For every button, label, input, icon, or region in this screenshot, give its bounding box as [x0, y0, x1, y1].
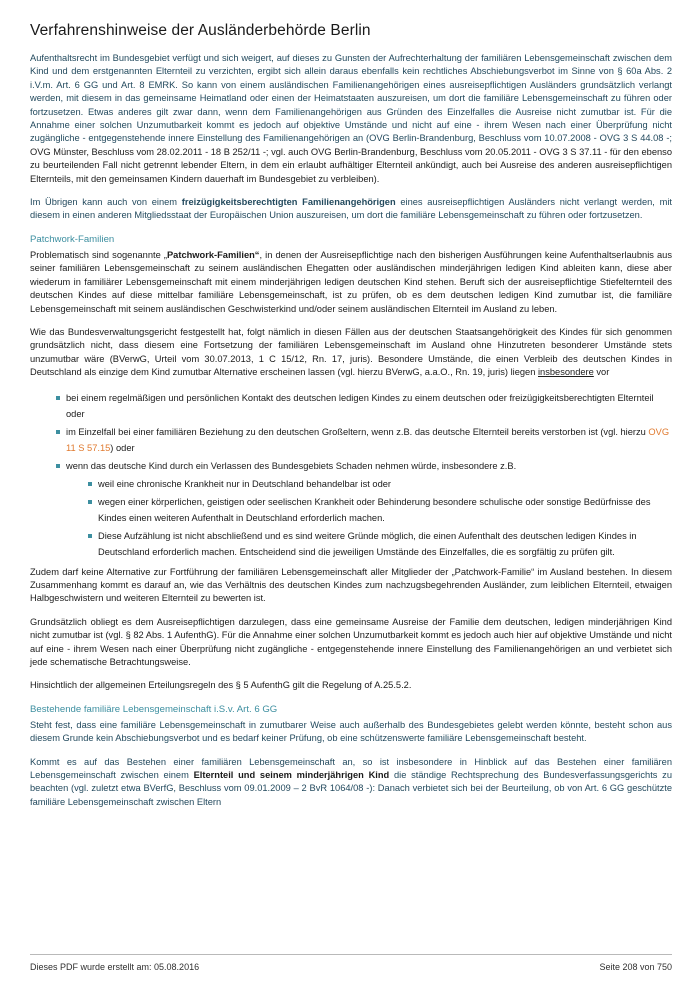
paragraph-bverwg-underline: insbesondere — [537, 367, 594, 378]
list-item-text-b: ) oder — [110, 442, 135, 453]
reference-link[interactable]: OVG 11 S 57.15 — [66, 426, 670, 453]
list-item-text-a: im Einzelfall bei einer familiären Beziehung zu den deutschen Großeltern, wenn z.B. das deutsche Elternteil bereits verstorben ist (vgl. hierzu — [66, 426, 649, 437]
list-item — [88, 494, 672, 526]
paragraph-patchwork-a: Problematisch sind sogenannte „ — [30, 249, 167, 260]
page-footer — [30, 954, 672, 972]
list-item — [56, 424, 672, 456]
paragraph-alternative: Zudem darf keine Alternative zur Fortführung der familiären Lebensgemeinschaft aller Mitglieder der „Patchwork-Familie“ im Ausland bestehen. In diesem Zusammenhang kommt es darauf an, wie das Verhältnis des deutschen Kindes zum nachzugsbegehrenden Ausländer, zum leiblichen Elternteil, etwaigen Halbgeschwistern und weiteren Elternteil zu bewerten ist. — [30, 566, 672, 604]
paragraph-bverfg-a: Kommt es auf das Bestehen einer familiären Lebensgemeinschaft an, so ist insbesondere in Hinblick auf das Bestehen einer familiären Lebensgemeinschaft zwischen einem — [30, 756, 672, 780]
paragraph-patchwork-bold: Patchwork-Familien“ — [166, 249, 260, 260]
paragraph-freizuegigkeit-a: Im Übrigen kann auch von einem — [30, 197, 182, 208]
list-item-text: bei einem regelmäßigen und persönlichen Kontakt des deutschen ledigen Kindes zu einem deutschen oder freizügigkeitsberechtigten Elternteil oder — [66, 392, 654, 419]
paragraph-bverwg — [30, 326, 672, 380]
paragraph-patchwork-b: , in denen der Ausreisepflichtige nach den bisherigen Ausführungen keine Aufenthaltserlaubnis aus seiner familiären Lebensgemeinschaft zu seinem ausländischen Ehegatten oder ausländischen minderjährigen ledigen Kind ableiten kann, diese aber wiederum in familiärer Lebensgemeinschaft mit einem minderjährigen ledigen deutschen Kind stehen. Beruft sich der ausreisepflichtige Stiefelternteil des deutschen Kindes auf diese mittelbar familiäre Lebensgemeinschaft, ist zu prüfen, ob es dem deutschen ledigen Kind zumutbar ist, die familiäre Lebensgemeinschaft mit seinem ausländischen Geschwisterkind und/oder seinem ausländischen Elternteil im Ausland zu leben. — [30, 249, 673, 314]
paragraph-patchwork — [30, 249, 672, 316]
page-title: Verfahrenshinweise der Ausländerbehörde Berlin — [30, 22, 371, 39]
paragraph-erteilungsregeln: Hinsichtlich der allgemeinen Erteilungsregeln des § 5 AufenthG gilt die Regelung of A.25.5.2. — [30, 680, 412, 691]
list-item — [88, 528, 672, 560]
footer-created-date: Dieses PDF wurde erstellt am: 05.08.2016 — [30, 962, 200, 972]
paragraph-bverfg — [30, 756, 672, 810]
list-item — [56, 390, 672, 422]
paragraph-bverwg-a: Wie das Bundesverwaltungsgericht festgestellt hat, folgt nämlich in diesen Fällen aus der deutschen Staatsangehörigkeit des Kindes für sich genommen grundsätzlich nicht, dass diesem eine Fortsetzung der familiären Lebensgemeinschaft im Ausland ohne Hinzutreten besonderer Umstände stets unzumutbar wäre (BVerwG, Urteil vom 30.07.2013, 1 C 15/12, Rn. 17, juris). Besondere Umstände, die einen Verbleib des deutschen Kindes in Deutschland als einzige dem Kind zumutbar Alternative erscheinen lassen (vgl. hierzu BVerwG, a.a.O., Rn. 19, juris) liegen — [30, 326, 672, 378]
list-item-text: wenn das deutsche Kind durch ein Verlassen des Bundesgebiets Schaden nehmen würde, insbesondere z.B. — [66, 460, 517, 471]
paragraph-abschiebungsverbot: Steht fest, dass eine familiäre Lebensgemeinschaft in zumutbarer Weise auch außerhalb des Bundesgebietes gelebt werden könnte, besteht schon aus diesem Grunde kein Abschiebungsverbot und es bedarf keiner Prüfung, ob eine schützenswerte familiäre Lebensgemeinschaft besteht. — [30, 719, 672, 744]
list-item-text: weil eine chronische Krankheit nur in Deutschland behandelbar ist oder — [98, 478, 392, 489]
list-item-text: Diese Aufzählung ist nicht abschließend und es sind weitere Gründe möglich, die einen Aufenthalt des deutschen ledigen Kindes in Deutschland erforderlich machen. Entscheidend sind die jeweiligen Umstände des Einzelfalles, die es sorgfältig zu prüfen gilt. — [98, 530, 637, 557]
list-item — [88, 476, 672, 492]
footer-page-number: Seite 208 von 750 — [599, 962, 672, 972]
bullet-list-level-1 — [30, 390, 672, 560]
paragraph-bverfg-bold: Elternteil und seinem minderjährigen Kind — [193, 770, 390, 780]
paragraph-freizuegigkeit — [30, 196, 672, 223]
paragraph-darlegung: Grundsätzlich obliegt es dem Ausreisepflichtigen darzulegen, dass eine gemeinsame Ausreise der Familie dem deutschen, ledigen minderjährigen Kind nicht zumutbar ist (vgl. § 82 Abs. 1 AufenthG). Für die Annahme einer solchen Unzumutbarkeit kommt es jedoch auch hier auf objektive Umstände und nicht auf eine - ihrem Wesen nach einer Überprüfung nicht zugängliche - entgegenstehende innere Einstellung des Familienangehörigen an und verbietet sich jede schematische Betrachtungsweise. — [30, 616, 672, 667]
section-heading-bestehende: Bestehende familiäre Lebensgemeinschaft i.S.v. Art. 6 GG — [30, 703, 278, 715]
list-item — [56, 458, 672, 560]
paragraph-intro — [30, 52, 672, 186]
paragraph-bverwg-b: vor — [593, 367, 610, 378]
paragraph-bverfg-b: die ständige Rechtsprechung des Bundesverfassungsgerichts zu beachten (vgl. zuletzt etwa BVerfG, Beschluss vom 09.01.2009 – 2 BvR 1064/08 -): Danach verbietet sich bei der Beurteilung, ob von Art. 6 GG geschützte familiäre Lebensgemeinschaft zwischen Eltern — [30, 770, 672, 807]
section-heading-patchwork: Patchwork-Familien — [30, 233, 115, 245]
list-item-text: wegen einer körperlichen, geistigen oder seelischen Krankheit oder Behinderung besondere schulische oder sonstige Bedürfnisse des Kindes einen weiteren Aufenthalt in Deutschland erforderlich machen. — [98, 496, 651, 523]
bullet-list-level-2 — [66, 476, 672, 560]
paragraph-intro-highlight: OVG Münster, Beschluss vom 28.02.2011 - 18 B 252/11 -; vgl. auch OVG Berlin-Brandenburg, Beschluss vom 20.05.2011 - OVG 3 S 37.11 - für den ebenso zu beurteilenden Fall nicht getrennt lebender Eltern, in dem ein erlaubt aufhältiger Elternteil ankündigt, auch bei Ausreise des anderen ausreisepflichtigen Elternteils, mit den gemeinsamen Kindern dauerhaft im Bundesgebiet zu verbleiben). — [30, 146, 672, 184]
paragraph-freizuegigkeit-bold: freizügigkeitsberechtigten Familienangehörigen — [181, 197, 396, 208]
paragraph-intro-text: Aufenthaltsrecht im Bundesgebiet verfügt und sich weigert, auf dieses zu Gunsten der Aufrechterhaltung der familiären Lebensgemeinschaft zwischen dem Kind und dem erstgenannten Elternteil zu verzichten, ergibt sich allein daraus ebenfalls kein rechtliches Abschiebungsverbot im Sinne von § 60a Abs. 2 i.V.m. Art. 6 GG und Art. 8 EMRK. So kann von einem ausländischen Familienangehörigen eines ausreisepflichtigen Ausländers grundsätzlich verlangt werden, mit diesem in das gemeinsame Heimatland oder einen der Heimatstaaten auszureisen, um dort die familiäre Lebensgemeinschaft zu führen oder fortzusetzen. Etwas anderes gilt zwar dann, wenn dem Familienangehörigen aus Gründen des Einzelfalles die Ausreise nicht zumutbar ist. Für die Annahme einer solchen Unzumutbarkeit kommt es jedoch auf objektive Umstände und nicht auf eine - ihrem Wesen nach einer Überprüfung nicht zugängliche - entgegenstehende innere Einstellung des Familienangehörigen an (OVG Berlin-Brandenburg, Beschluss vom 10.07.2008 - OVG 3 S 44.08 -; — [30, 53, 672, 144]
paragraph-freizuegigkeit-b: eines ausreisepflichtigen Ausländers nicht verlangt werden, mit diesem in einen anderen Mitgliedsstaat der Europäischen Union auszureisen, um dort die familiäre Lebensgemeinschaft zu führen oder fortzusetzen. — [30, 197, 672, 221]
